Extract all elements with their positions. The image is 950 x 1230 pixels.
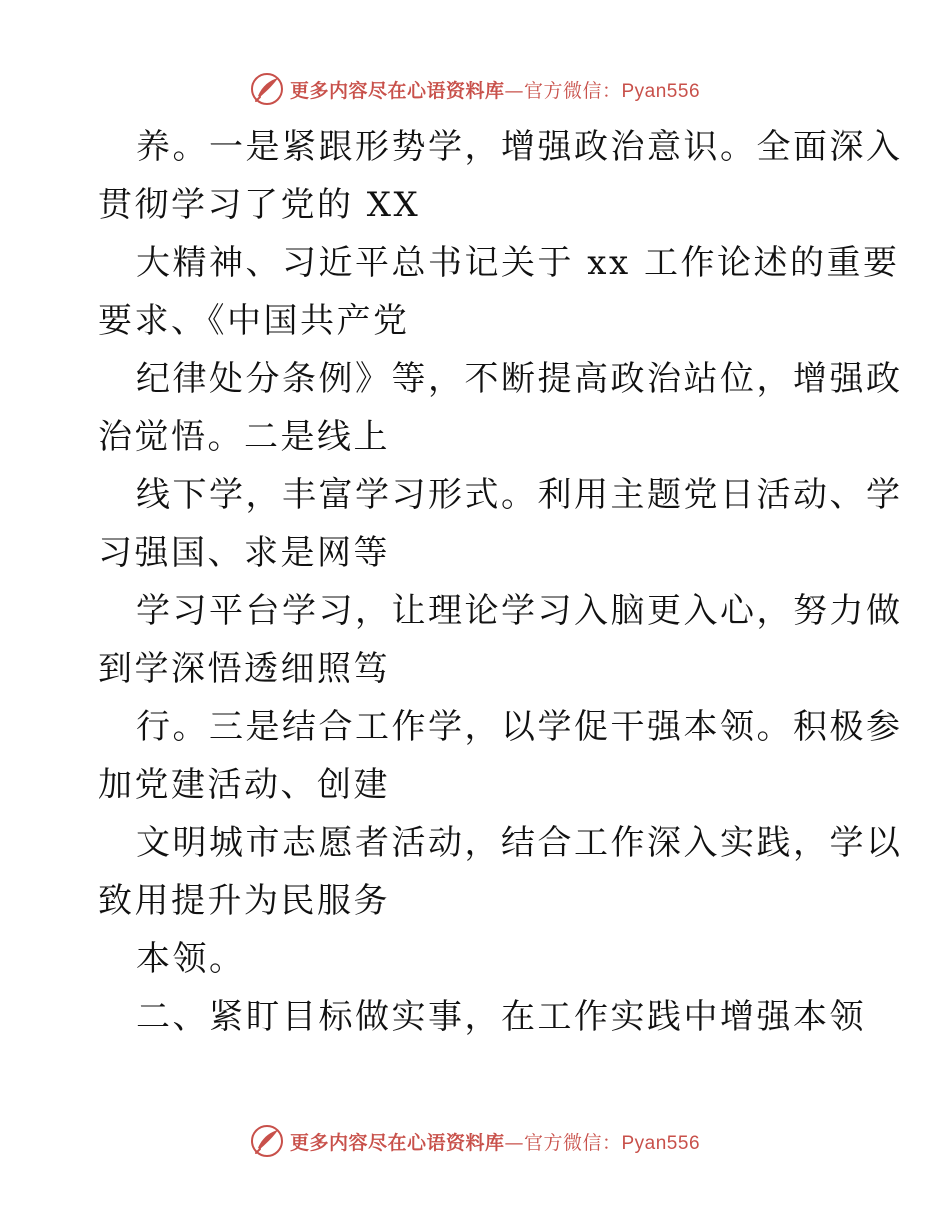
watermark-text: 更多内容尽在心语资料库 bbox=[289, 79, 505, 102]
body-line: 习强国、求是网等 bbox=[98, 533, 390, 573]
body-line: 治觉悟。二是线上 bbox=[98, 417, 390, 457]
body-line: 纪律处分条例》等，不断提高政治站位，增强政 bbox=[136, 359, 903, 399]
quill-logo-icon bbox=[250, 1124, 284, 1158]
body-line: 致用提升为民服务 bbox=[98, 881, 390, 921]
quill-logo-icon bbox=[250, 72, 284, 106]
body-line: 本领。 bbox=[136, 939, 246, 979]
watermark-contact: 官方微信：Pyan556 bbox=[524, 80, 701, 102]
body-line: 要求、《中国共产党 bbox=[98, 301, 410, 341]
watermark-dash: — bbox=[504, 1131, 524, 1154]
document-body bbox=[98, 118, 903, 1046]
watermark-contact: 官方微信：Pyan556 bbox=[524, 1132, 701, 1154]
watermark-text: 更多内容尽在心语资料库 bbox=[289, 1131, 505, 1154]
body-line: 加党建活动、创建 bbox=[98, 765, 390, 805]
body-line: 养。一是紧跟形势学，增强政治意识。全面深入 bbox=[136, 127, 903, 167]
footer-watermark bbox=[0, 1124, 950, 1158]
header-watermark bbox=[0, 72, 950, 106]
section-heading: 二、紧盯目标做实事，在工作实践中增强本领 bbox=[136, 997, 866, 1037]
body-line: 学习平台学习，让理论学习入脑更入心，努力做 bbox=[136, 591, 903, 631]
body-line: 到学深悟透细照笃 bbox=[98, 649, 390, 689]
watermark-label bbox=[290, 1128, 700, 1155]
body-line: 贯彻学习了党的 XX bbox=[98, 185, 421, 225]
body-line: 大精神、习近平总书记关于 xx 工作论述的重要 bbox=[136, 243, 900, 283]
watermark-dash: — bbox=[504, 79, 524, 102]
body-line: 行。三是结合工作学，以学促干强本领。积极参 bbox=[136, 707, 903, 747]
watermark-label bbox=[290, 76, 700, 103]
body-line: 线下学，丰富学习形式。利用主题党日活动、学 bbox=[136, 475, 903, 515]
body-line: 文明城市志愿者活动，结合工作深入实践，学以 bbox=[136, 823, 903, 863]
